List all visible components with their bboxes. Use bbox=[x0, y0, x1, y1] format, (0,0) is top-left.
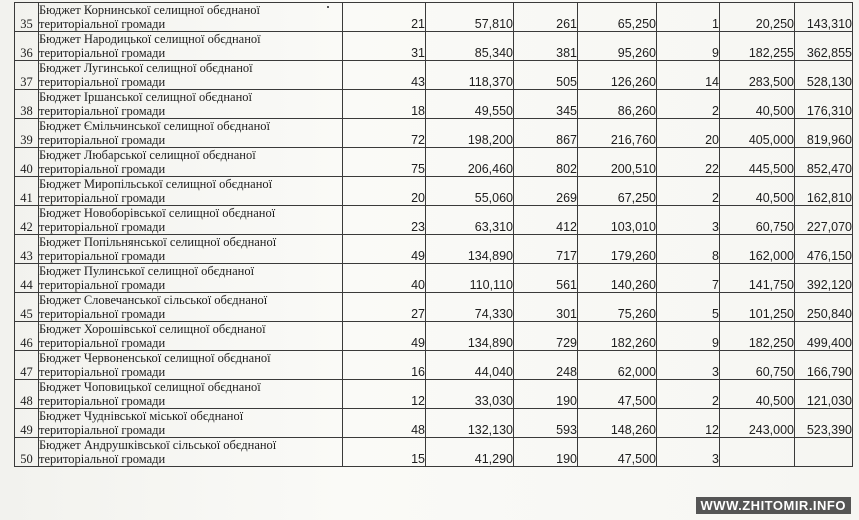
cell-c7: 227,070 bbox=[795, 206, 853, 235]
cell-c6: 60,750 bbox=[720, 206, 795, 235]
budget-name-line2: територіальної громади bbox=[39, 307, 166, 321]
cell-c4: 65,250 bbox=[578, 3, 657, 32]
cell-c2: 49,550 bbox=[426, 90, 514, 119]
cell-c7: 162,810 bbox=[795, 177, 853, 206]
cell-c2: 110,110 bbox=[426, 264, 514, 293]
cell-c3: 802 bbox=[514, 148, 578, 177]
budget-name-line2: територіальної громади bbox=[39, 452, 166, 466]
budget-name-line2: територіальної громади bbox=[39, 17, 166, 31]
cell-c2: 134,890 bbox=[426, 322, 514, 351]
budget-name-line1: Бюджет Лугинської селищної обєднаної bbox=[39, 61, 253, 75]
cell-c3: 729 bbox=[514, 322, 578, 351]
cell-c5: 12 bbox=[657, 409, 720, 438]
cell-c2: 118,370 bbox=[426, 61, 514, 90]
budget-name-line1: Бюджет Чуднівської міської обєднаної bbox=[39, 409, 244, 423]
cell-c4: 62,000 bbox=[578, 351, 657, 380]
table-row bbox=[15, 90, 853, 119]
cell-c7: 392,120 bbox=[795, 264, 853, 293]
cell-c1: 20 bbox=[343, 177, 426, 206]
cell-c3: 190 bbox=[514, 380, 578, 409]
budget-name bbox=[39, 32, 343, 61]
cell-c2: 57,810 bbox=[426, 3, 514, 32]
budget-name bbox=[39, 206, 343, 235]
table-row bbox=[15, 351, 853, 380]
cell-c5: 2 bbox=[657, 90, 720, 119]
cell-c3: 505 bbox=[514, 61, 578, 90]
cell-c6: 405,000 bbox=[720, 119, 795, 148]
cell-c4: 216,760 bbox=[578, 119, 657, 148]
budget-name-line2: територіальної громади bbox=[39, 423, 166, 437]
cell-c2: 198,200 bbox=[426, 119, 514, 148]
cell-c5: 20 bbox=[657, 119, 720, 148]
cell-c4: 179,260 bbox=[578, 235, 657, 264]
cell-c2: 74,330 bbox=[426, 293, 514, 322]
cell-c7: 166,790 bbox=[795, 351, 853, 380]
table-row bbox=[15, 409, 853, 438]
cell-c5: 3 bbox=[657, 351, 720, 380]
cell-c6: 182,250 bbox=[720, 322, 795, 351]
watermark: WWW.ZHITOMIR.INFO bbox=[696, 497, 851, 514]
table-row bbox=[15, 235, 853, 264]
budget-name-line1: Бюджет Миропільської селищної обєднаної bbox=[39, 177, 273, 191]
budget-name bbox=[39, 380, 343, 409]
cell-c7: 362,855 bbox=[795, 32, 853, 61]
cell-c6: 40,500 bbox=[720, 90, 795, 119]
row-number: 37 bbox=[15, 61, 39, 90]
cell-c4: 95,260 bbox=[578, 32, 657, 61]
cell-c7: 852,470 bbox=[795, 148, 853, 177]
budget-name-line1: Бюджет Червоненської селищної обєднаної bbox=[39, 351, 271, 365]
row-number: 42 bbox=[15, 206, 39, 235]
cell-c3: 248 bbox=[514, 351, 578, 380]
row-number: 35 bbox=[15, 3, 39, 32]
cell-c2: 41,290 bbox=[426, 438, 514, 467]
row-number: 44 bbox=[15, 264, 39, 293]
budget-name-line1: Бюджет Любарської селищної обєднаної bbox=[39, 148, 256, 162]
table-row bbox=[15, 32, 853, 61]
budget-name-line1: Бюджет Андрушківської сільської обєднаної bbox=[39, 438, 277, 452]
cell-c7: 476,150 bbox=[795, 235, 853, 264]
budget-name bbox=[39, 119, 343, 148]
cell-c1: 48 bbox=[343, 409, 426, 438]
cell-c3: 190 bbox=[514, 438, 578, 467]
budget-name-line1: Бюджет Народицької селищної обєднаної bbox=[39, 32, 261, 46]
budget-name bbox=[39, 177, 343, 206]
budget-name-line2: територіальної громади bbox=[39, 220, 166, 234]
cell-c5: 3 bbox=[657, 438, 720, 467]
cell-c7: 143,310 bbox=[795, 3, 853, 32]
cell-c3: 345 bbox=[514, 90, 578, 119]
cell-c4: 75,260 bbox=[578, 293, 657, 322]
budget-name-line2: територіальної громади bbox=[39, 75, 166, 89]
table-row bbox=[15, 322, 853, 351]
cell-c5: 14 bbox=[657, 61, 720, 90]
cell-c1: 12 bbox=[343, 380, 426, 409]
cell-c7: 523,390 bbox=[795, 409, 853, 438]
cell-c4: 182,260 bbox=[578, 322, 657, 351]
table-row bbox=[15, 177, 853, 206]
budget-name-line2: територіальної громади bbox=[39, 394, 166, 408]
table-row bbox=[15, 119, 853, 148]
budget-name-line1: Бюджет Корнинської селищної обєднаної bbox=[39, 3, 260, 17]
cell-c2: 132,130 bbox=[426, 409, 514, 438]
cell-c1: 15 bbox=[343, 438, 426, 467]
cell-c1: 18 bbox=[343, 90, 426, 119]
budget-name-line2: територіальної громади bbox=[39, 46, 166, 60]
cell-c3: 867 bbox=[514, 119, 578, 148]
cell-c1: 16 bbox=[343, 351, 426, 380]
cell-c5: 22 bbox=[657, 148, 720, 177]
cell-c7: 499,400 bbox=[795, 322, 853, 351]
row-number: 45 bbox=[15, 293, 39, 322]
table-row bbox=[15, 148, 853, 177]
budget-table bbox=[14, 2, 853, 467]
row-number: 41 bbox=[15, 177, 39, 206]
row-number: 36 bbox=[15, 32, 39, 61]
row-number: 40 bbox=[15, 148, 39, 177]
cell-c1: 40 bbox=[343, 264, 426, 293]
cell-c2: 44,040 bbox=[426, 351, 514, 380]
cell-c6: 141,750 bbox=[720, 264, 795, 293]
cell-c2: 63,310 bbox=[426, 206, 514, 235]
cell-c3: 593 bbox=[514, 409, 578, 438]
budget-name-line1: Бюджет Попільнянської селищної обєднаної bbox=[39, 235, 277, 249]
cell-c6: 162,000 bbox=[720, 235, 795, 264]
cell-c3: 261 bbox=[514, 3, 578, 32]
budget-name-line2: територіальної громади bbox=[39, 162, 166, 176]
cell-c1: 49 bbox=[343, 235, 426, 264]
cell-c5: 9 bbox=[657, 32, 720, 61]
budget-name-line1: Бюджет Хорошівської селищної обєднаної bbox=[39, 322, 266, 336]
table-row bbox=[15, 293, 853, 322]
cell-c4: 140,260 bbox=[578, 264, 657, 293]
cell-c6 bbox=[720, 438, 795, 467]
row-number: 39 bbox=[15, 119, 39, 148]
cell-c5: 2 bbox=[657, 380, 720, 409]
table-body bbox=[15, 3, 853, 467]
table-row bbox=[15, 3, 853, 32]
row-number: 49 bbox=[15, 409, 39, 438]
budget-name bbox=[39, 148, 343, 177]
cell-c3: 412 bbox=[514, 206, 578, 235]
cell-c6: 101,250 bbox=[720, 293, 795, 322]
cell-c7: 176,310 bbox=[795, 90, 853, 119]
cell-c7: 528,130 bbox=[795, 61, 853, 90]
row-number: 48 bbox=[15, 380, 39, 409]
cell-c6: 20,250 bbox=[720, 3, 795, 32]
cell-c2: 206,460 bbox=[426, 148, 514, 177]
budget-name-line2: територіальної громади bbox=[39, 191, 166, 205]
budget-name-line1: Бюджет Іршанської селищної обєднаної bbox=[39, 90, 252, 104]
budget-name bbox=[39, 235, 343, 264]
budget-name-line1: Бюджет Новоборівської селищної обєднаної bbox=[39, 206, 276, 220]
budget-name-line2: територіальної громади bbox=[39, 104, 166, 118]
cell-c3: 717 bbox=[514, 235, 578, 264]
cell-c6: 40,500 bbox=[720, 380, 795, 409]
cell-c2: 33,030 bbox=[426, 380, 514, 409]
table-row bbox=[15, 61, 853, 90]
cell-c6: 445,500 bbox=[720, 148, 795, 177]
cell-c3: 301 bbox=[514, 293, 578, 322]
budget-name-line1: Бюджет Пулинської селищної обєднаної bbox=[39, 264, 255, 278]
cell-c2: 55,060 bbox=[426, 177, 514, 206]
table-row bbox=[15, 380, 853, 409]
cell-c1: 49 bbox=[343, 322, 426, 351]
budget-name-line1: Бюджет Чоповицької селищної обєднаної bbox=[39, 380, 261, 394]
table-row bbox=[15, 438, 853, 467]
budget-name bbox=[39, 293, 343, 322]
cell-c1: 23 bbox=[343, 206, 426, 235]
budget-name bbox=[39, 3, 343, 32]
cell-c3: 561 bbox=[514, 264, 578, 293]
cell-c6: 60,750 bbox=[720, 351, 795, 380]
cell-c2: 85,340 bbox=[426, 32, 514, 61]
cell-c1: 72 bbox=[343, 119, 426, 148]
cell-c1: 31 bbox=[343, 32, 426, 61]
cell-c6: 243,000 bbox=[720, 409, 795, 438]
cell-c4: 148,260 bbox=[578, 409, 657, 438]
cell-c7: 819,960 bbox=[795, 119, 853, 148]
cell-c6: 40,500 bbox=[720, 177, 795, 206]
budget-name-line1: Бюджет Ємільчинської селищної обєднаної bbox=[39, 119, 270, 133]
cell-c7: 121,030 bbox=[795, 380, 853, 409]
budget-name-line2: територіальної громади bbox=[39, 133, 166, 147]
cell-c5: 3 bbox=[657, 206, 720, 235]
row-number: 47 bbox=[15, 351, 39, 380]
cell-c4: 126,260 bbox=[578, 61, 657, 90]
row-number: 50 bbox=[15, 438, 39, 467]
cell-c6: 283,500 bbox=[720, 61, 795, 90]
budget-name-line2: територіальної громади bbox=[39, 278, 166, 292]
row-number: 46 bbox=[15, 322, 39, 351]
cell-c5: 1 bbox=[657, 3, 720, 32]
cell-c4: 86,260 bbox=[578, 90, 657, 119]
table-row bbox=[15, 264, 853, 293]
row-number: 38 bbox=[15, 90, 39, 119]
cell-c1: 21 bbox=[343, 3, 426, 32]
cell-c5: 7 bbox=[657, 264, 720, 293]
budget-name-line2: територіальної громади bbox=[39, 365, 166, 379]
budget-name bbox=[39, 264, 343, 293]
budget-name bbox=[39, 409, 343, 438]
cell-c5: 5 bbox=[657, 293, 720, 322]
cell-c4: 47,500 bbox=[578, 380, 657, 409]
cell-c3: 269 bbox=[514, 177, 578, 206]
cell-c5: 8 bbox=[657, 235, 720, 264]
cell-c3: 381 bbox=[514, 32, 578, 61]
cell-c7: 250,840 bbox=[795, 293, 853, 322]
cell-c1: 43 bbox=[343, 61, 426, 90]
budget-name-line2: територіальної громади bbox=[39, 336, 166, 350]
cell-c2: 134,890 bbox=[426, 235, 514, 264]
cell-c4: 103,010 bbox=[578, 206, 657, 235]
cell-c5: 9 bbox=[657, 322, 720, 351]
cell-c5: 2 bbox=[657, 177, 720, 206]
cell-c6: 182,255 bbox=[720, 32, 795, 61]
budget-name bbox=[39, 351, 343, 380]
cell-c4: 200,510 bbox=[578, 148, 657, 177]
table-row bbox=[15, 206, 853, 235]
budget-name bbox=[39, 61, 343, 90]
cell-c1: 27 bbox=[343, 293, 426, 322]
cell-c4: 67,250 bbox=[578, 177, 657, 206]
budget-name bbox=[39, 322, 343, 351]
cell-c7 bbox=[795, 438, 853, 467]
cell-c4: 47,500 bbox=[578, 438, 657, 467]
budget-name-line2: територіальної громади bbox=[39, 249, 166, 263]
cell-c1: 75 bbox=[343, 148, 426, 177]
budget-name bbox=[39, 438, 343, 467]
row-number: 43 bbox=[15, 235, 39, 264]
budget-name bbox=[39, 90, 343, 119]
budget-name-line1: Бюджет Словечанської сільської обєднаної bbox=[39, 293, 268, 307]
